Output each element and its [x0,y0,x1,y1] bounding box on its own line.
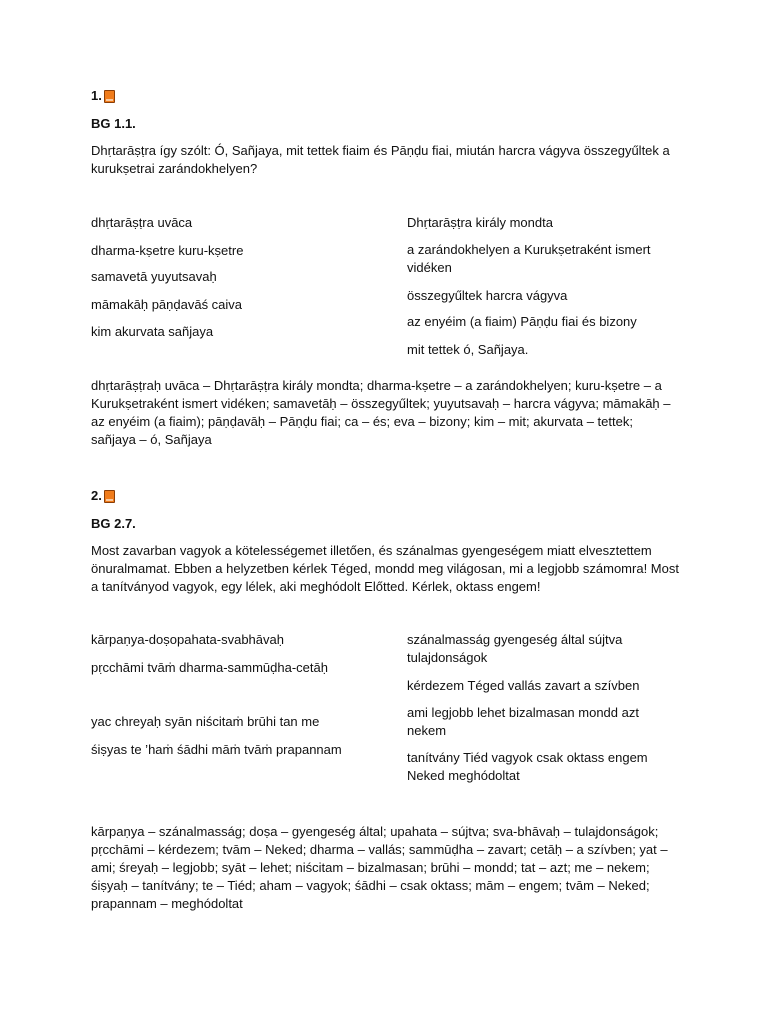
verse-number-label: 1. [91,88,102,103]
sanskrit-line: dharma-kṣetre kuru-kṣetre [91,243,244,258]
verse-2-ref: BG 2.7. [91,516,136,531]
meaning-line: az enyéim (a fiaim) Pāṇḍu fiai és bizony [407,314,637,329]
sanskrit-line: pṛcchāmi tvāṁ dharma-sammūḍha-cetāḥ [91,660,328,675]
sanskrit-line: māmakāḥ pāṇḍavāś caiva [91,297,243,312]
book-icon[interactable] [104,490,115,503]
sanskrit-line: kārpaṇya-doṣopahata-svabhāvaḥ [91,632,284,647]
meaning-line: tanítvány Tiéd vagyok csak oktass engem Neked meghódoltat [407,750,648,783]
meaning-line: összegyűltek harcra vágyva [407,288,568,303]
book-icon[interactable] [104,90,115,103]
verse-2-word-for-word: kārpaṇya – szánalmasság; doṣa – gyengeség által; upahata – sújtva; sva-bhāvaḥ – tulajdonságok; pṛcchāmi – kérdezem; tvām – Neked; dharma – vallás; sammūḍha – zavart; cetāḥ – a szívben; yat – ami; śreyaḥ – legjobb; syāt – lehet; niścitam – bizalmasan; brūhi – mondd; tat – azt; me – nekem; śiṣyaḥ – tanítvány; te – Tiéd; aham – vagyok; śādhi – csak oktass; mām – engem; tvām – Neked; prapannam – meghódoltat [91,824,668,911]
verse-1-number [91,87,115,105]
sanskrit-line: kim akurvata sañjaya [91,324,214,339]
sanskrit-line: samavetā yuyutsavaḥ [91,269,217,284]
verse-1-ref: BG 1.1. [91,116,136,131]
verse-number-label: 2. [91,488,102,503]
verse-2-translation: Most zavarban vagyok a kötelességemet illetően, és szánalmas gyengeségem miatt elvesztettem önuralmamat. Ebben a helyzetben kérlek Téged, mondd meg világosan, mi a legjobb számomra! Most a tanítványod vagyok, egy lélek, aki meghódolt Előtted. Kérlek, oktass engem! [91,543,679,594]
meaning-line: kérdezem Téged vallás zavart a szívben [407,678,640,693]
verse-1-word-for-word: dhṛtarāṣṭraḥ uvāca – Dhṛtarāṣṭra király mondta; dharma-kṣetre – a zarándokhelyen; kuru-kṣetre – a Kurukṣetraként ismert vidéken; samavetāḥ – összegyűltek; yuyutsavaḥ – harcra vágyva; māmakāḥ – az enyéim (a fiaim); pāṇḍavāḥ – Pāṇḍu fiai; ca – és; eva – bizony; kim – mit; akurvata – tettek; sañjaya – ó, Sañjaya [91,378,671,447]
verse-2-number [91,487,115,505]
meaning-line: szánalmasság gyengeség által sújtva tulajdonságok [407,632,623,665]
verse-1-translation: Dhṛtarāṣṭra így szólt: Ó, Sañjaya, mit tettek fiaim és Pāṇḍu fiai, miután harcra vágyva összegyűltek a kurukṣetrai zarándokhelyen? [91,143,670,176]
meaning-line: ami legjobb lehet bizalmasan mondd azt nekem [407,705,639,738]
meaning-line: a zarándokhelyen a Kurukṣetraként ismert vidéken [407,242,651,275]
sanskrit-line: dhṛtarāṣṭra uvāca [91,215,193,230]
sanskrit-line: śiṣyas te ’haṁ śādhi māṁ tvāṁ prapannam [91,742,342,757]
meaning-line: Dhṛtarāṣṭra király mondta [407,215,553,230]
meaning-line: mit tettek ó, Sañjaya. [407,342,529,357]
sanskrit-line: yac chreyaḥ syān niścitaṁ brūhi tan me [91,714,320,729]
